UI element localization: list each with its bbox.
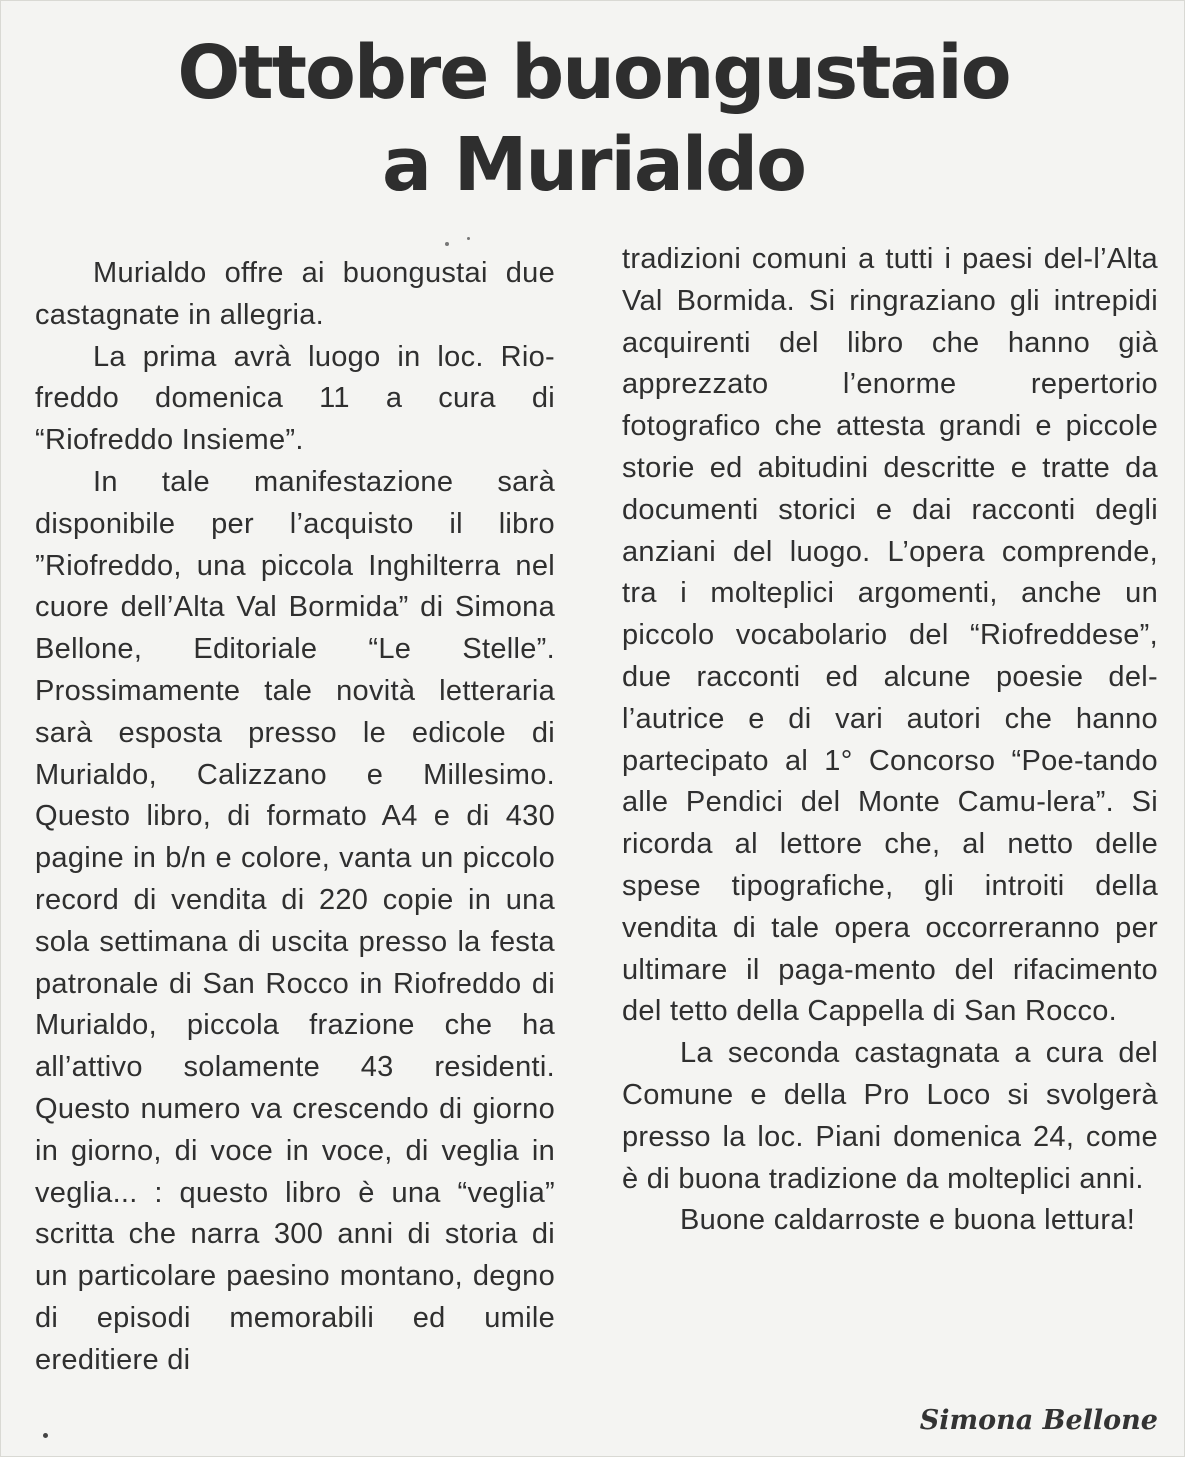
print-speck [467,237,470,240]
print-speck [43,1433,48,1438]
paragraph-intro: Murialdo offre ai buongustai due castagnate in allegria. [35,257,555,331]
left-column [35,253,555,1382]
paragraph-first-event: La prima avrà luogo in loc. Rio-freddo domenica 11 a cura di “Riofreddo Insieme”. [35,340,555,457]
paragraph-book: In tale manifestazione sarà disponibile per l’acquisto il libro ”Riofreddo, una piccola Inghilterra nel cuore dell’Alta Val Bormida” di Simona Bellone, Editoriale “Le Stelle”. Prossimamente tale novità letteraria sarà esposta presso le edicole di Murialdo, Calizzano e Millesimo. Questo libro, di formato A4 e di 430 pagine in b/n e colore, vanta un piccolo record di vendita di 220 copie in una sola settimana di uscita presso la festa patronale di San Rocco in Riofreddo di Murialdo, piccola frazione che ha all’attivo solamente 43 residenti. Questo numero va crescendo di giorno in giorno, di voce in voce, di veglia in veglia... : questo libro è una “veglia” scritta che narra 300 anni di storia di un particolare paesino montano, degno di episodi memorabili ed umile ereditiere di [35,465,555,1376]
paragraph-second-event: La seconda castagnata a cura del Comune e della Pro Loco si svolgerà presso la loc. Piani domenica 24, come è di buona tradizione da molteplici anni. [622,1037,1158,1195]
title-line-1: Ottobre buongustaio [177,30,1010,116]
right-column [622,239,1158,1242]
print-speck [445,242,449,246]
paragraph-closing: Buone caldarroste e buona lettura! [680,1204,1136,1237]
paragraph-book-continued: tradizioni comuni a tutti i paesi del-l’Alta Val Bormida. Si ringraziano gli intrepidi acquirenti del libro che hanno già apprezzato l’enorme repertorio fotografico che attesta grandi e piccole storie ed abitudini descritte e tratte da documenti storici e dai racconti degli anziani del luogo. L’opera comprende, tra i molteplici argomenti, anche un piccolo vocabolario del “Riofreddese”, due racconti ed alcune poesie del-l’autrice e di vari autori che hanno partecipato al 1° Concorso “Poe-tando alle Pendici del Monte Camu-lera”. Si ricorda al lettore che, al netto delle spese tipografiche, gli introiti della vendita di tale opera occorreranno per ultimare il paga-mento del rifacimento del tetto della Cappella di San Rocco. [622,243,1158,1028]
title-line-2: a Murialdo [382,122,805,208]
article-title [1,27,1185,211]
author-signature: Simona Bellone [919,1405,1158,1436]
